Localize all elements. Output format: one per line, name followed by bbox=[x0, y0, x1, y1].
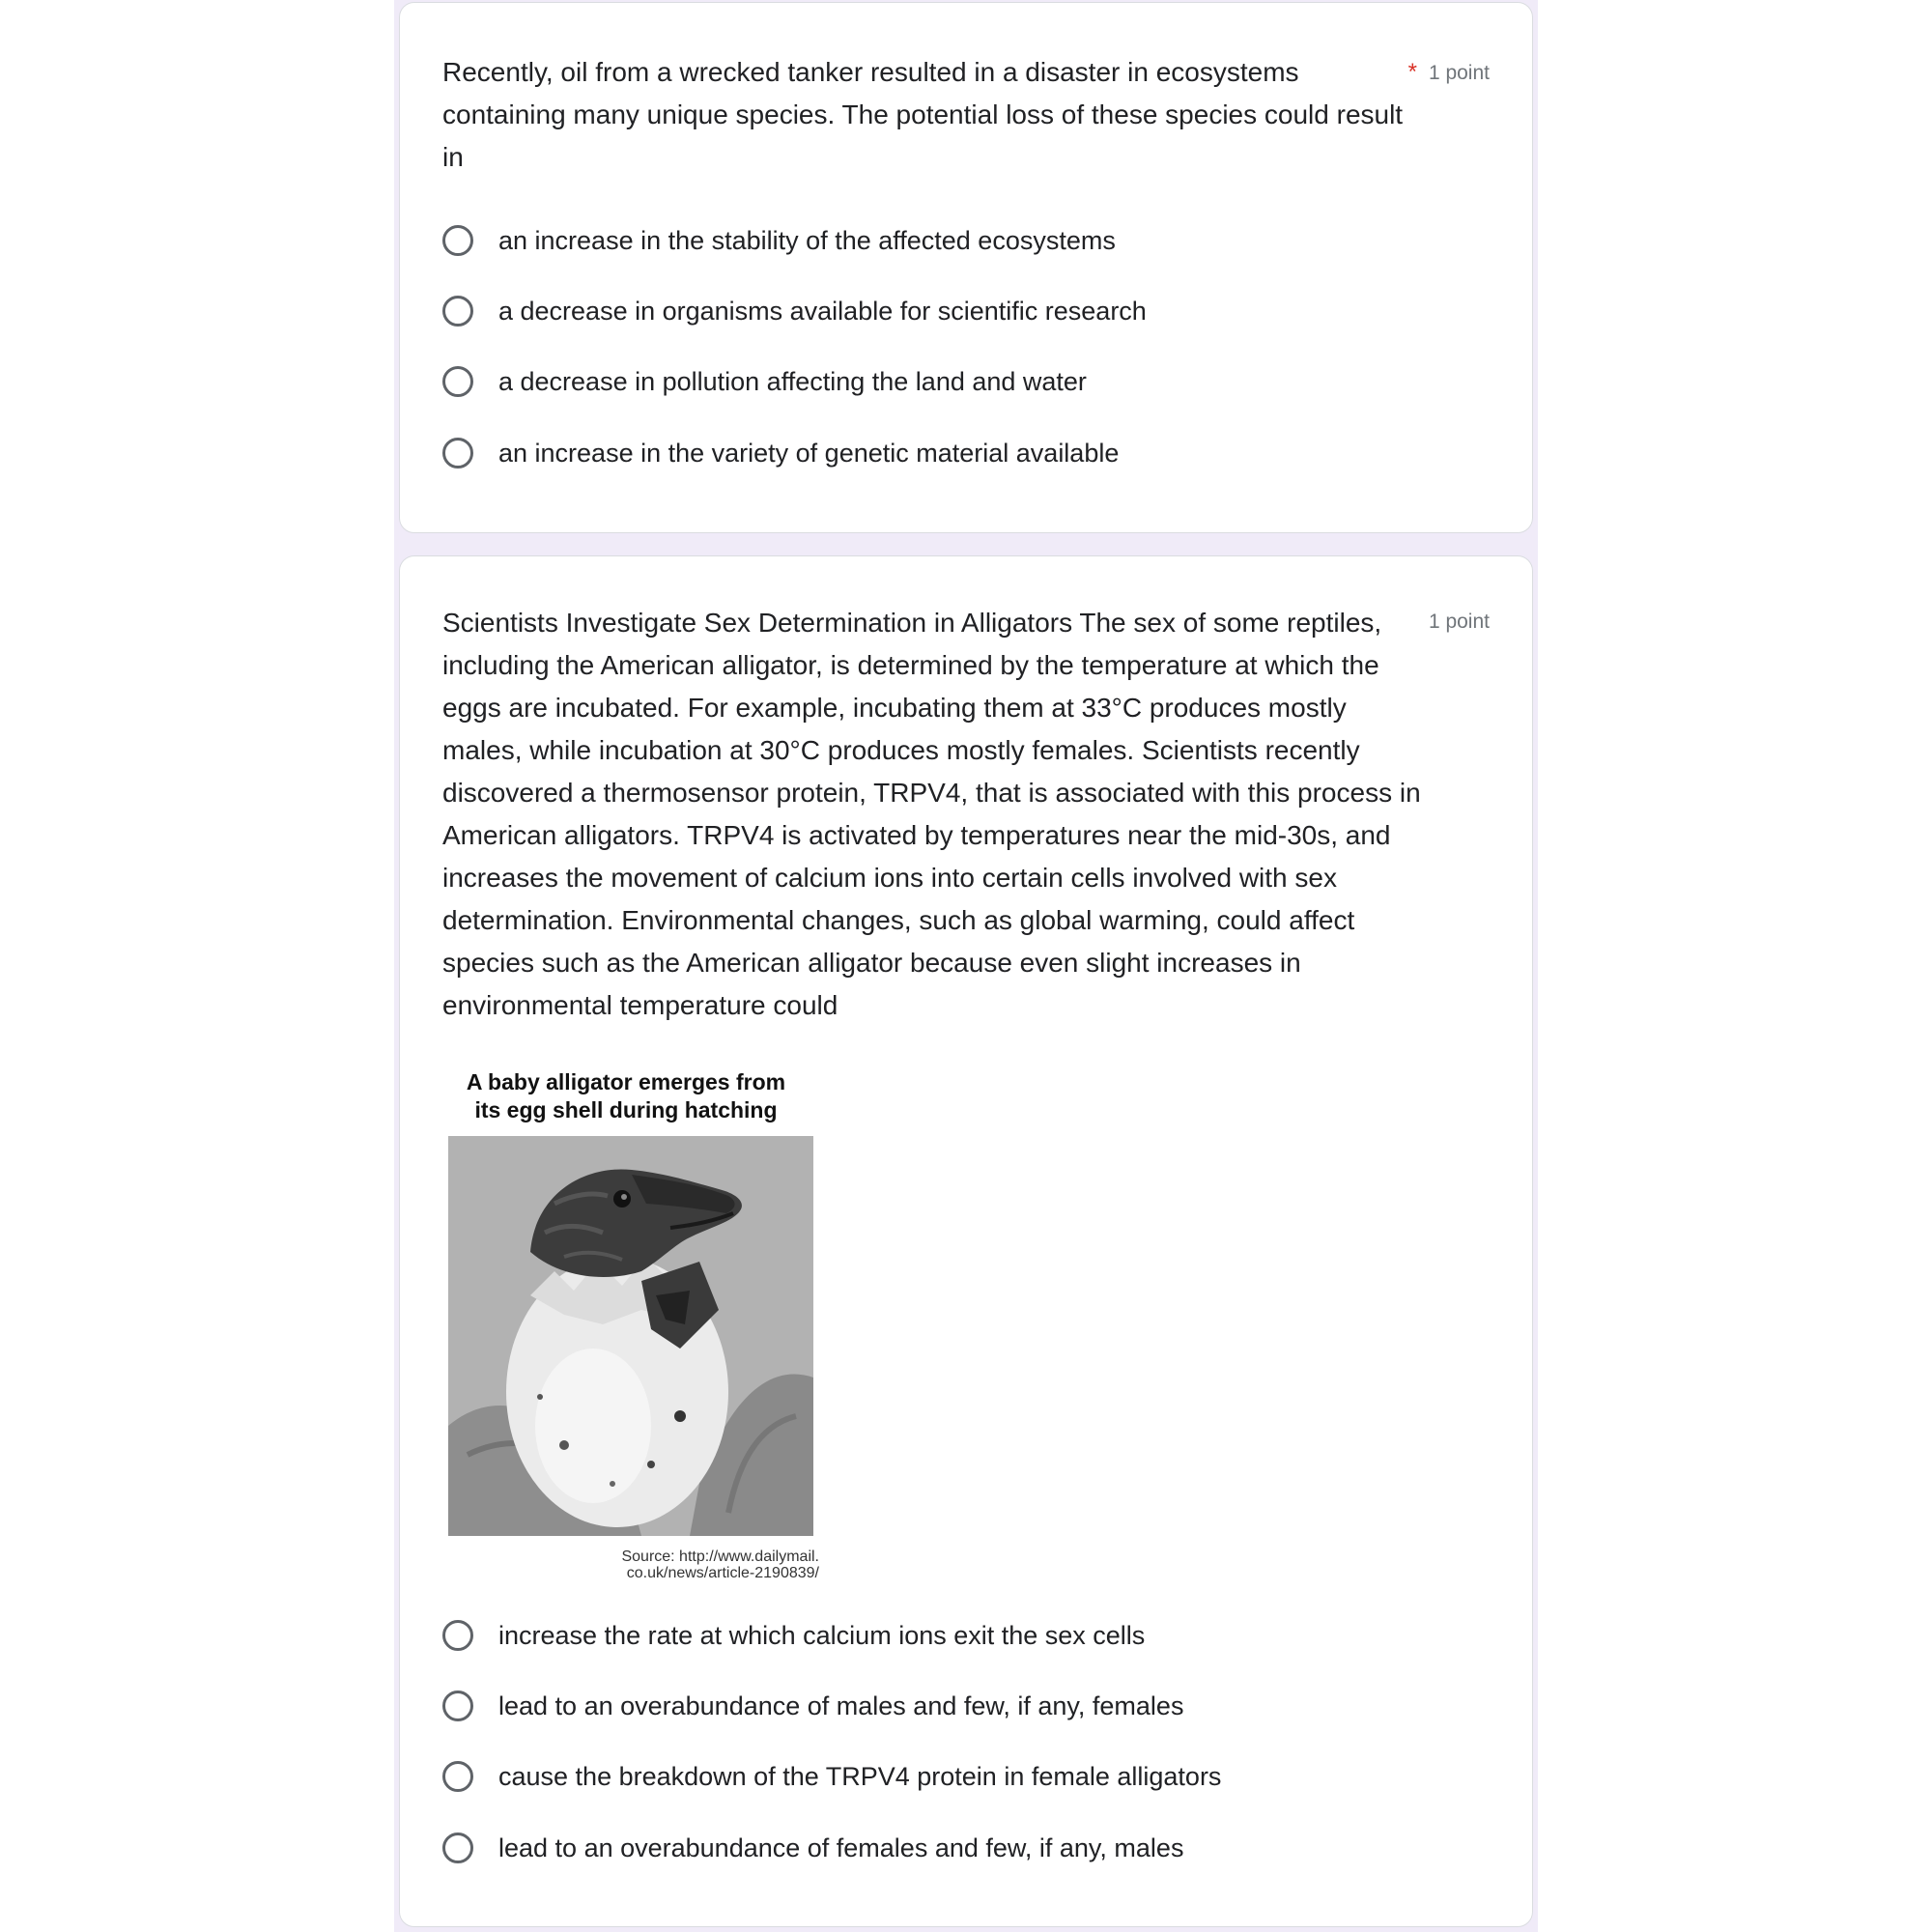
option-label: a decrease in pollution affecting the land and water bbox=[498, 366, 1087, 396]
question-2-option-2[interactable] bbox=[442, 1687, 1183, 1725]
option-label: a decrease in organisms available for scientific research bbox=[498, 296, 1147, 326]
option-label: increase the rate at which calcium ions exit the sex cells bbox=[498, 1620, 1146, 1650]
radio-button[interactable] bbox=[442, 438, 473, 469]
option-label: cause the breakdown of the TRPV4 protein in female alligators bbox=[498, 1761, 1222, 1791]
question-1-option-4[interactable] bbox=[442, 434, 1119, 472]
question-2-text: Scientists Investigate Sex Determination in Alligators The sex of some reptiles, including the American alligator, is determined by the temperature at which the eggs are incubated. For example, incubating them at 33°C produces mostly males, while incubation at 30°C produces mostly females. Scientists recently discovered a thermosensor protein, TRPV4, that is associated with this process in American alligators. TRPV4 is activated by temperatures near the mid-30s, and increases the movement of calcium ions into certain cells involved with sex determination. Environmental changes, such as global warming, could affect species such as the American alligator because even slight increases in environmental temperature could bbox=[442, 608, 1421, 1020]
radio-button[interactable] bbox=[442, 225, 473, 256]
option-label: an increase in the stability of the affected ecosystems bbox=[498, 225, 1116, 255]
option-label: an increase in the variety of genetic material available bbox=[498, 438, 1120, 468]
question-1-option-3[interactable] bbox=[442, 362, 1087, 401]
question-2-option-4[interactable] bbox=[442, 1829, 1183, 1867]
question-2-option-1[interactable] bbox=[442, 1616, 1145, 1655]
question-1-points bbox=[1408, 59, 1490, 86]
question-1-option-2[interactable] bbox=[442, 292, 1147, 330]
points-label: 1 point bbox=[1428, 62, 1490, 84]
radio-button[interactable] bbox=[442, 1620, 473, 1651]
required-asterisk: * bbox=[1407, 59, 1417, 85]
figure-source: Source: http://www.dailymail. co.uk/news/article-2190839/ bbox=[621, 1548, 819, 1581]
question-1-option-1[interactable] bbox=[442, 221, 1116, 260]
figure-caption: A baby alligator emerges from its egg shell during hatching bbox=[466, 1069, 786, 1122]
radio-button[interactable] bbox=[442, 296, 473, 327]
radio-button[interactable] bbox=[442, 1761, 473, 1792]
question-card-1 bbox=[399, 2, 1533, 533]
baby-alligator-hatching-image bbox=[448, 1136, 813, 1536]
radio-button[interactable] bbox=[442, 1690, 473, 1721]
question-2-option-3[interactable] bbox=[442, 1757, 1221, 1796]
question-card-2 bbox=[399, 555, 1533, 1927]
question-2-points: 1 point bbox=[1428, 611, 1490, 633]
option-label: lead to an overabundance of females and few, if any, males bbox=[498, 1833, 1184, 1862]
radio-button[interactable] bbox=[442, 366, 473, 397]
question-2-figure bbox=[442, 1068, 821, 1590]
radio-button[interactable] bbox=[442, 1833, 473, 1863]
option-label: lead to an overabundance of males and few, if any, females bbox=[498, 1690, 1184, 1720]
question-1-text: Recently, oil from a wrecked tanker resulted in a disaster in ecosystems containing many unique species. The potential loss of these species could result in bbox=[442, 57, 1404, 172]
alligator-illustration bbox=[448, 1136, 813, 1536]
